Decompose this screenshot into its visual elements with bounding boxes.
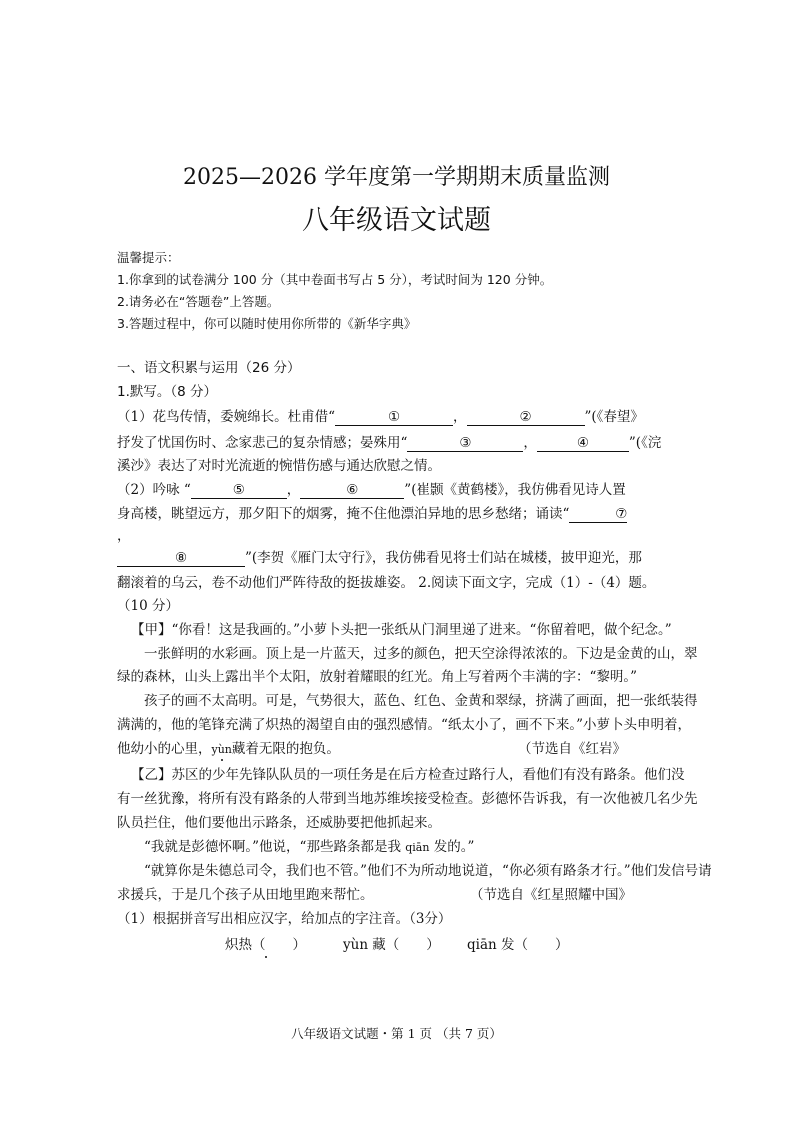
passage-b-source: （节选自《红星照耀中国》 [470,887,632,903]
exam-title-line2: 八年级语文试题 [302,205,491,236]
passage-b-paragraph-1-line-2: 有一丝犹豫，将所有没有路条的人带到当地苏维埃接受检查。彭德怀告诉我，有一次他被几名少先 [117,791,698,807]
answer-blank-3: ③ [407,435,523,452]
page-footer: 八年级语文试题・第 1 页 （共 7 页） [291,1026,502,1041]
q1-part1-after2: ”(《春望》 [584,409,644,425]
passage-a-paragraph-1: 【甲】“你看！这是我画的。”小萝卜头把一张纸从门洞里递了进来。“你留着吧，做个纪念。” [131,622,672,638]
passage-b-paragraph-1-line-3: 队员拦住，他们要他出示路条，还威胁要把他抓起来。 [117,815,441,831]
q1-line2-after4: ”(《浣 [628,435,662,451]
passage-a-text: 他幼小的心里， [117,741,212,757]
dotted-char-chi: 炽热（ ） [225,937,306,953]
question-1-line-8: 翻滚着的乌云，卷不动他们严阵待敌的挺拔雄姿。 2.阅读下面文字，完成（1）-（4）题。 [117,575,656,591]
tips-heading: 温馨提示： [117,250,180,265]
passage-b-text: 发的。” [429,839,475,855]
answer-blank-2: ② [467,409,585,426]
question-1-line-3: 溪沙》表达了对时光流逝的惋惜伤感与通达欣慰之情。 [117,458,441,474]
passage-a-paragraph-2-line-2: 绿的森林，山头上露出半个太阳，放射着耀眼的红光。角上写着两个丰满的字：“黎明。” [117,669,638,685]
answer-blank-8: ⑧ [117,550,245,567]
q1-part2-after6: ”(崔颢《黄鹤楼》，我仿佛看见诗人置 [404,482,626,498]
pinyin-qian: qiān [405,841,430,854]
passage-a-paragraph-3-line-3 [117,740,340,759]
q1-line5-text: 身高楼，眺望远方，那夕阳下的烟雾，掩不住他漂泊异地的思乡愁绪；诵读“ [117,506,570,522]
answer-blank-5: ⑤ [191,482,287,499]
passage-a-paragraph-3-line-2: 满满的，他的笔锋充满了炽热的渴望自由的强烈感情。“纸太小了，画不下来。”小萝卜头申明着， [117,717,692,733]
q1-part2-lead: （2）吟咏 “ [117,482,191,498]
question-1-line-5 [117,505,627,523]
tip-item-1: 1.你拿到的试卷满分 100 分（其中卷面书写占 5 分），考试时间为 120 分钟。 [117,272,553,287]
passage-a-paragraph-3-line-1: 孩子的画不太高明。可是，气势很大，蓝色、红色、金黄和翠绿，挤满了画面，把一张纸装得 [144,693,698,709]
passage-b-text: “我就是彭德怀啊。”他说，“那些路条都是我 [144,839,406,855]
answer-blank-7: ⑦ [569,506,627,523]
question-1-part-1-line [117,408,644,426]
question-1-part-2-line [117,481,626,499]
passage-a-text: 藏着无限的抱负。 [231,741,340,757]
passage-a-paragraph-2-line-1: 一张鲜明的水彩画。顶上是一片蓝天，过多的颜色，把天空涂得浓浓的。下边是金黄的山，翠 [144,646,698,662]
pinyin-yun: yùn [211,743,232,756]
tip-item-2: 2.请务必在“答题卷”上答题。 [117,294,280,309]
passage-b-paragraph-2 [144,838,474,857]
exam-title-line1: 2025—2026 学年度第一学期期末质量监测 [183,165,610,190]
passage-a-source: （节选自《红岩》 [518,741,626,757]
question-2-1-item-1 [225,936,306,954]
question-2-score: （10 分） [117,598,179,614]
comma: ， [453,409,467,425]
passage-b-paragraph-3-line-2: 求援兵，于是几个孩子从田地里跑来帮忙。 [117,887,374,903]
q1-line7-after8: ”(李贺《雁门太守行》，我仿佛看见将士们站在城楼，披甲迎光，那 [245,550,642,566]
question-2-1-item-3: qiān 发（ ） [467,937,569,953]
answer-blank-6: ⑥ [300,482,404,499]
question-1-line-2 [117,434,661,452]
question-1-line-6: ， [117,528,131,544]
section-heading: 一、语文积累与运用（26 分） [117,360,301,376]
tip-item-3: 3.答题过程中，你可以随时使用你所带的《新华字典》 [117,316,417,331]
question-2-1-prompt: （1）根据拼音写出相应汉字，给加点的字注音。（3分） [117,911,452,927]
question-1-line-7 [117,549,642,567]
answer-blank-4: ④ [537,435,629,452]
comma: ， [286,482,301,498]
q1-part1-lead: （1）花鸟传情，委婉绵长。杜甫借“ [117,409,335,425]
passage-b-paragraph-3-line-1: “就算你是朱德总司令，我们也不管。”他们不为所动地说道，“你必须有路条才行。”他们发信号请 [144,863,712,879]
question-1-heading: 1.默写。（8 分） [117,384,218,400]
passage-b-paragraph-1-line-1: 【乙】苏区的少年先锋队队员的一项任务是在后方检查过路行人，看他们有没有路条。他们没 [131,767,685,783]
q1-line2-text: 抒发了忧国伤时、念家悲己的复杂情感；晏殊用“ [117,435,408,451]
question-2-1-item-2: yùn 藏（ ） [343,937,440,953]
answer-blank-1: ① [335,409,453,426]
comma: ， [523,435,537,451]
